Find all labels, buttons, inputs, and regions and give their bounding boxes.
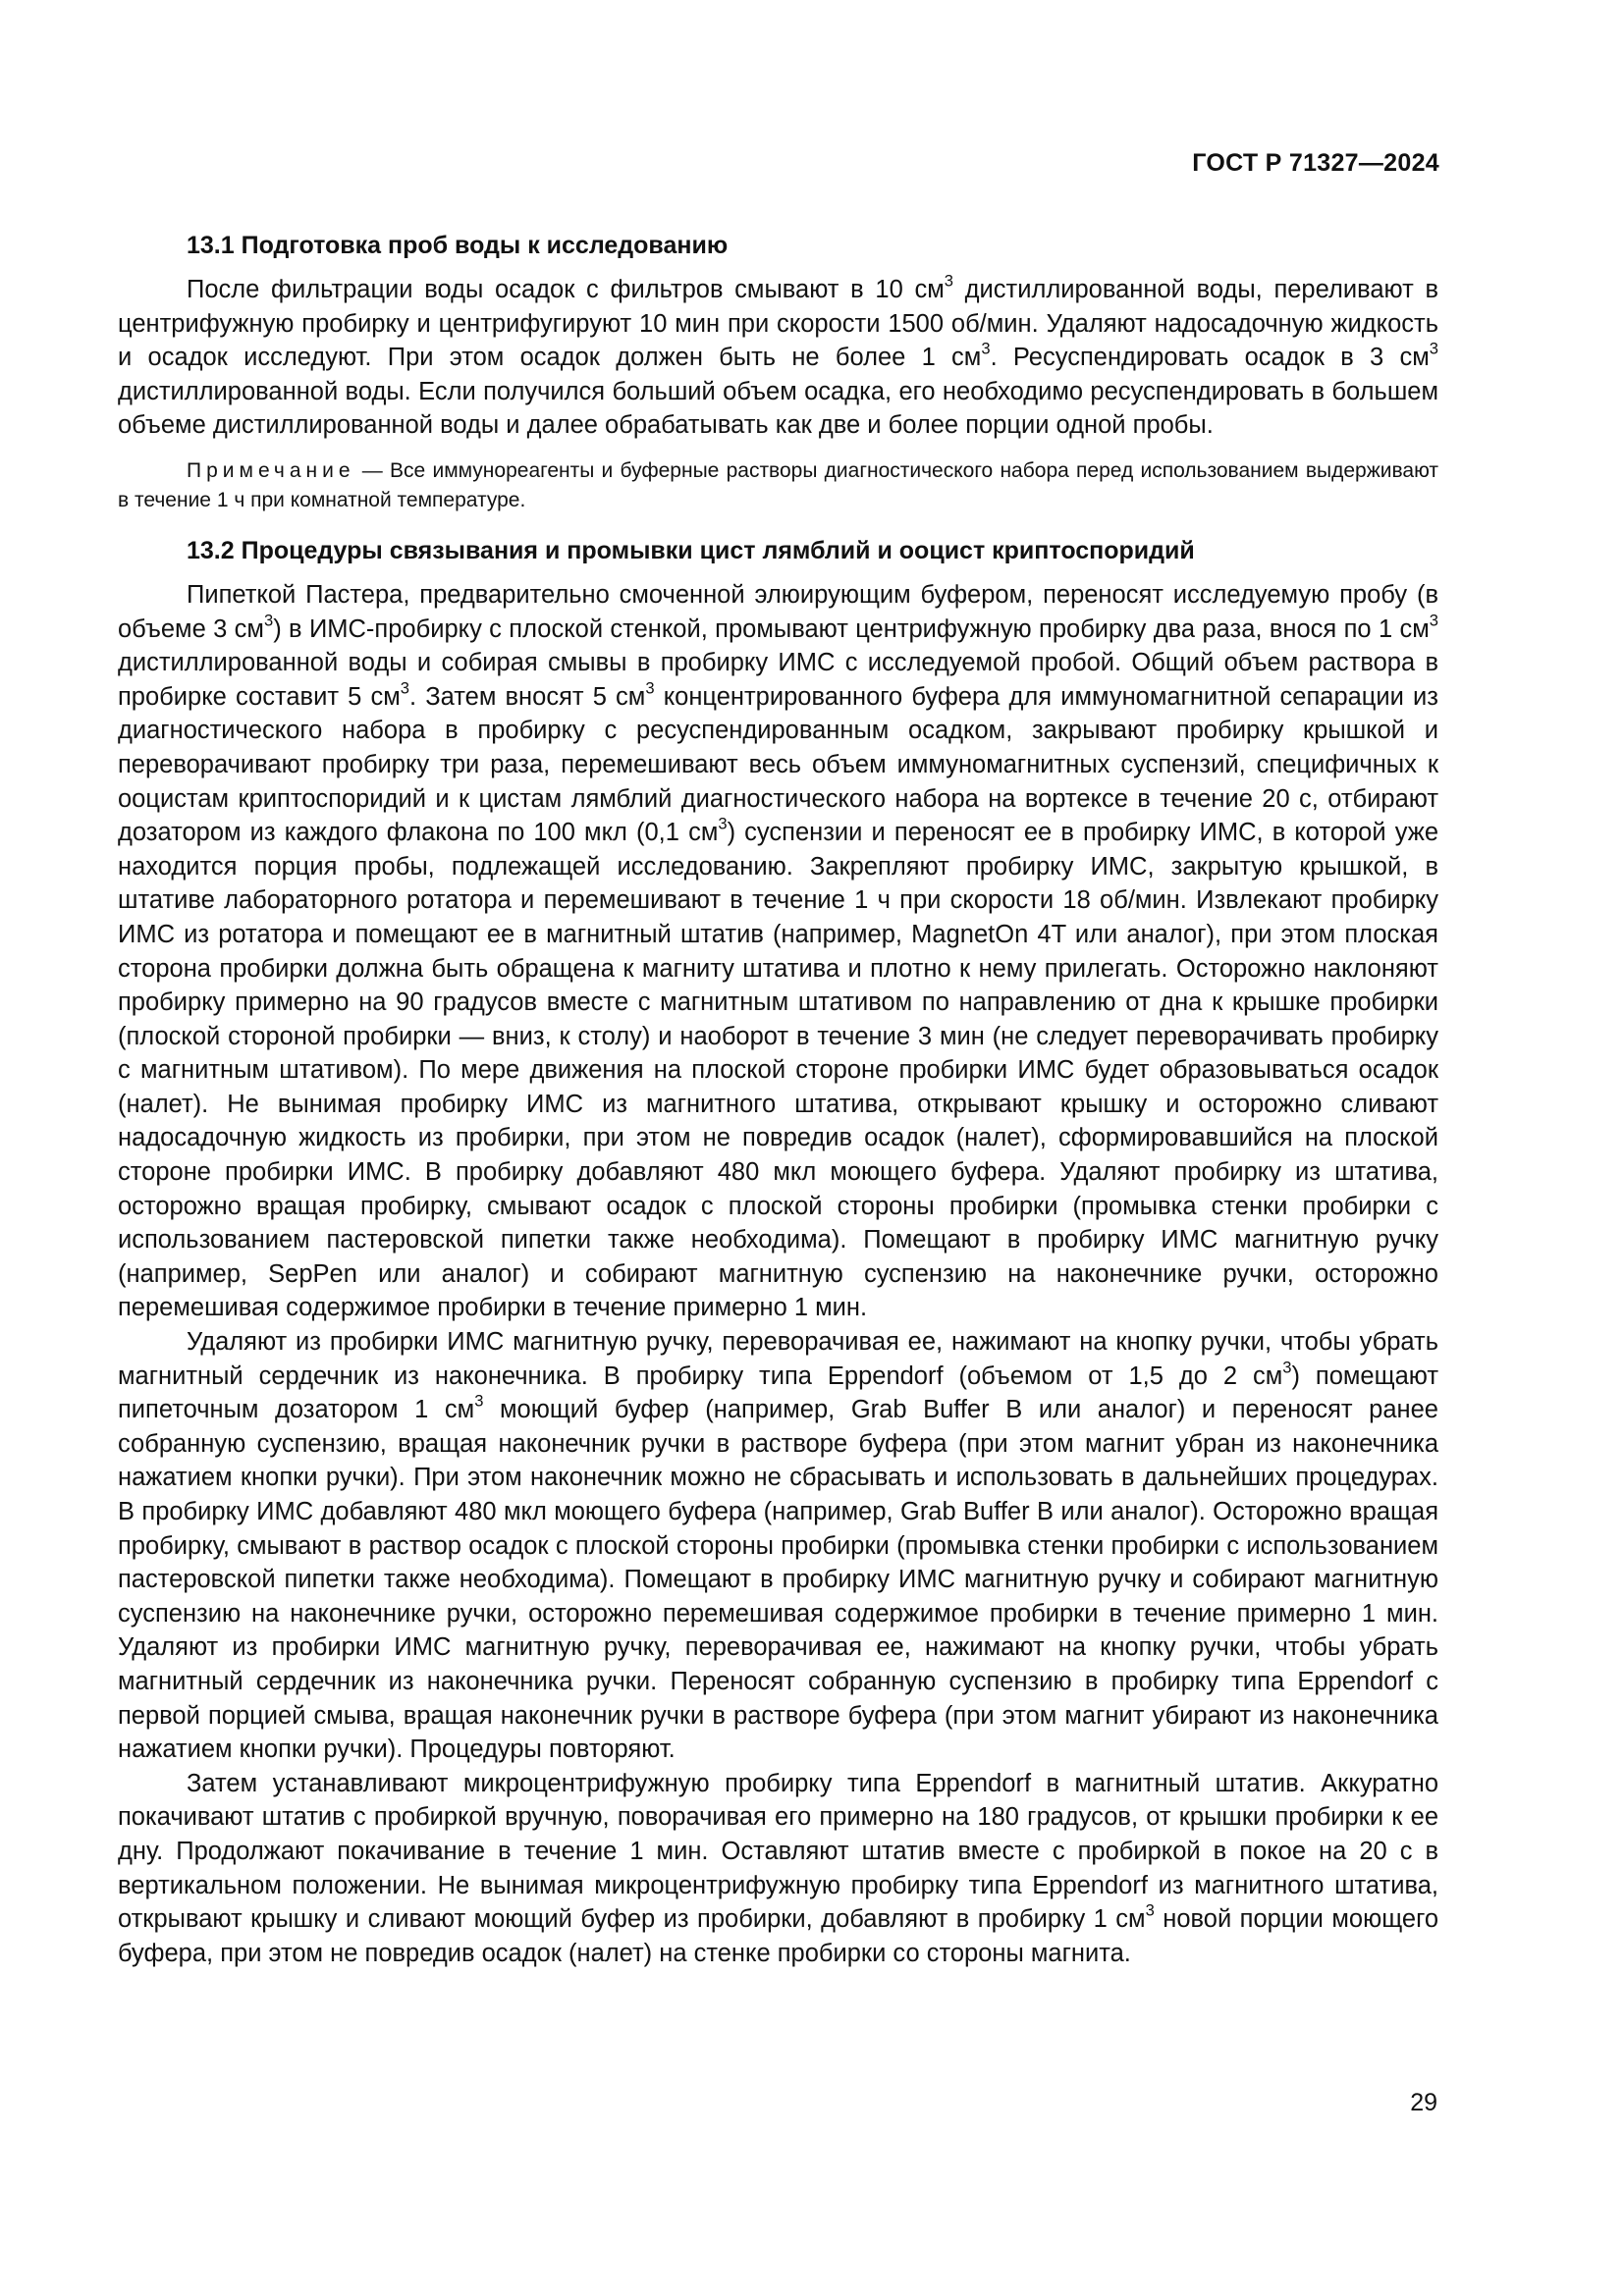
superscript: 3 xyxy=(981,339,991,358)
section-heading: 13.2 Процедуры связывания и промывки цист лямблий и ооцист криптоспоридий xyxy=(187,536,1195,564)
superscript: 3 xyxy=(718,814,728,833)
superscript: 3 xyxy=(1145,1900,1155,1920)
note: Примечание — Все иммунореагенты и буферные растворы диагностического набора перед использованием выдерживают в течение 1 ч при комнатной температуре. xyxy=(118,458,1438,511)
superscript: 3 xyxy=(400,678,409,698)
page-body xyxy=(118,228,1438,1986)
superscript: 3 xyxy=(645,678,655,698)
page-number: 29 xyxy=(1410,2089,1437,2116)
superscript: 3 xyxy=(263,610,274,629)
superscript: 3 xyxy=(1282,1358,1292,1377)
paragraph: Удаляют из пробирки ИМС магнитную ручку, переворачивая ее, нажимают на кнопку ручки, чтобы убрать магнитный сердечник из наконечника. В пробирку типа Eppendorf (объемом от 1,5 до 2 $см^3$) помещают пипеточным дозатором 1 $см^3$ моющий буфер (например, Grab Buffer B или аналог) и переносят ранее собранную суспензию, вращая наконечник ручки в растворе буфера (при этом магнит убран из наконечника нажатием кнопки ручки). При этом наконечник можно не сбрасывать и использовать в дальнейших процедурах. В пробирку ИМС добавляют 480 мкл моющего буфера (например, Grab Buffer B или аналог). Осторожно вращая пробирку, смывают в раствор осадок с плоской стороны пробирки (промывка стенки пробирки с использованием пастеровской пипетки также необходима). Помещают в пробирку ИМС магнитную ручку и собирают магнитную суспензию на наконечнике ручки, осторожно перемешивая содержимое пробирки в течение примерно 1 мин. Удаляют из пробирки ИМС магнитную ручку, переворачивая ее, нажимают на кнопку ручки, чтобы убрать магнитный сердечник из наконечника ручки. Переносят собранную суспензию в пробирку типа Eppendorf с первой порцией смыва, вращая наконечник ручки в растворе буфера (при этом магнит убирают из наконечника нажатием кнопки ручки). Процедуры повторяют. xyxy=(118,1328,1439,1764)
superscript: 3 xyxy=(474,1391,484,1411)
superscript: 3 xyxy=(1429,339,1438,358)
document-id: ГОСТ Р 71327—2024 xyxy=(1192,149,1439,177)
note-label: Примечание xyxy=(187,458,355,482)
section-13-2 xyxy=(118,533,1438,1970)
section-13-1 xyxy=(118,228,1438,515)
section-heading: 13.1 Подготовка проб воды к исследованию xyxy=(187,232,729,259)
superscript: 3 xyxy=(1429,610,1438,629)
paragraph: Затем устанавливают микроцентрифужную пробирку типа Eppendorf в магнитный штатив. Аккуратно покачивают штатив с пробиркой вручную, поворачивая его примерно на 180 градусов, от крышки пробирки к ее дну. Продолжают покачивание в течение 1 мин. Оставляют штатив вместе с пробиркой в покое на 20 с в вертикальном положении. Не вынимая микроцентрифужную пробирку типа Eppendorf из магнитного штатива, открывают крышку и сливают моющий буфер из пробирки, добавляют в пробирку 1 $см^3$ новой порции моющего буфера, при этом не повредив осадок (налет) на стенке пробирки со стороны магнита. xyxy=(118,1769,1438,1967)
superscript: 3 xyxy=(944,271,953,291)
paragraph: После фильтрации воды осадок с фильтров смывают в 10 $см^3$ дистиллированной воды, переливают в центрифужную пробирку и центрифугируют 10 мин при скорости 1500 об/мин. Удаляют надосадочную жидкость и осадок исследуют. При этом осадок должен быть не более 1 $см^3$. Ресуспендировать осадок в 3 $см^3$ дистиллированной воды. Если получился больший объем осадка, его необходимо ресуспендировать в большем объеме дистиллированной воды и далее обрабатывать как две и более порции одной пробы. xyxy=(118,271,1438,440)
paragraph: Пипеткой Пастера, предварительно смоченной элюирующим буфером, переносят исследуемую пробу (в объеме 3 $см^3$) в ИМС-пробирку с плоской стенкой, промывают центрифужную пробирку два раза, внося по 1 $см^3$ дистиллированной воды и собирая смывы в пробирку ИМС с исследуемой пробой. Общий объем раствора в пробирке составит 5 $см^3$. Затем вносят 5 $см^3$ концентрированного буфера для иммуномагнитной сепарации из диагностического набора в пробирку с ресуспендированным осадком, закрывают пробирку крышкой и переворачивают пробирку три раза, перемешивают весь объем иммуномагнитных суспензий, специфичных к ооцистам криптоспоридий и к цистам лямблий диагностического набора на вортексе в течение 20 с, отбирают дозатором из каждого флакона по 100 мкл (0,1 $см^3$) суспензии и переносят ее в пробирку ИМС, в которой уже находится порция пробы, подлежащей исследованию. Закрепляют пробирку ИМС, закрытую крышкой, в штативе лабораторного ротатора и перемешивают в течение 1 ч при скорости 18 об/мин. Извлекают пробирку ИМС из ротатора и помещают ее в магнитный штатив (например, MagnetOn 4T или аналог), при этом плоская сторона пробирки должна быть обращена к магниту штатива и плотно к нему прилегать. Осторожно наклоняют пробирку примерно на 90 градусов вместе с магнитным штативом по направлению от дна к крышке пробирки (плоской стороной пробирки — вниз, к столу) и наоборот в течение 3 мин (не следует переворачивать пробирку с магнитным штативом). По мере движения на плоской стороне пробирки ИМС будет образовываться осадок (налет). Не вынимая пробирку ИМС из магнитного штатива, открывают крышку и осторожно сливают надосадочную жидкость из пробирки, при этом не повредив осадок (налет), сформировавшийся на плоской стороне пробирки ИМС. В пробирку добавляют 480 мкл моющего буфера. Удаляют пробирку из штатива, осторожно вращая пробирку, смывают осадок с плоской стороны пробирки (промывка стенки пробирки с использованием пастеровской пипетки также необходима). Помещают в пробирку ИМС магнитную ручку (например, SepPen или аналог) и собирают магнитную суспензию на наконечнике ручки, осторожно перемешивая содержимое пробирки в течение примерно 1 мин. xyxy=(118,580,1439,1322)
